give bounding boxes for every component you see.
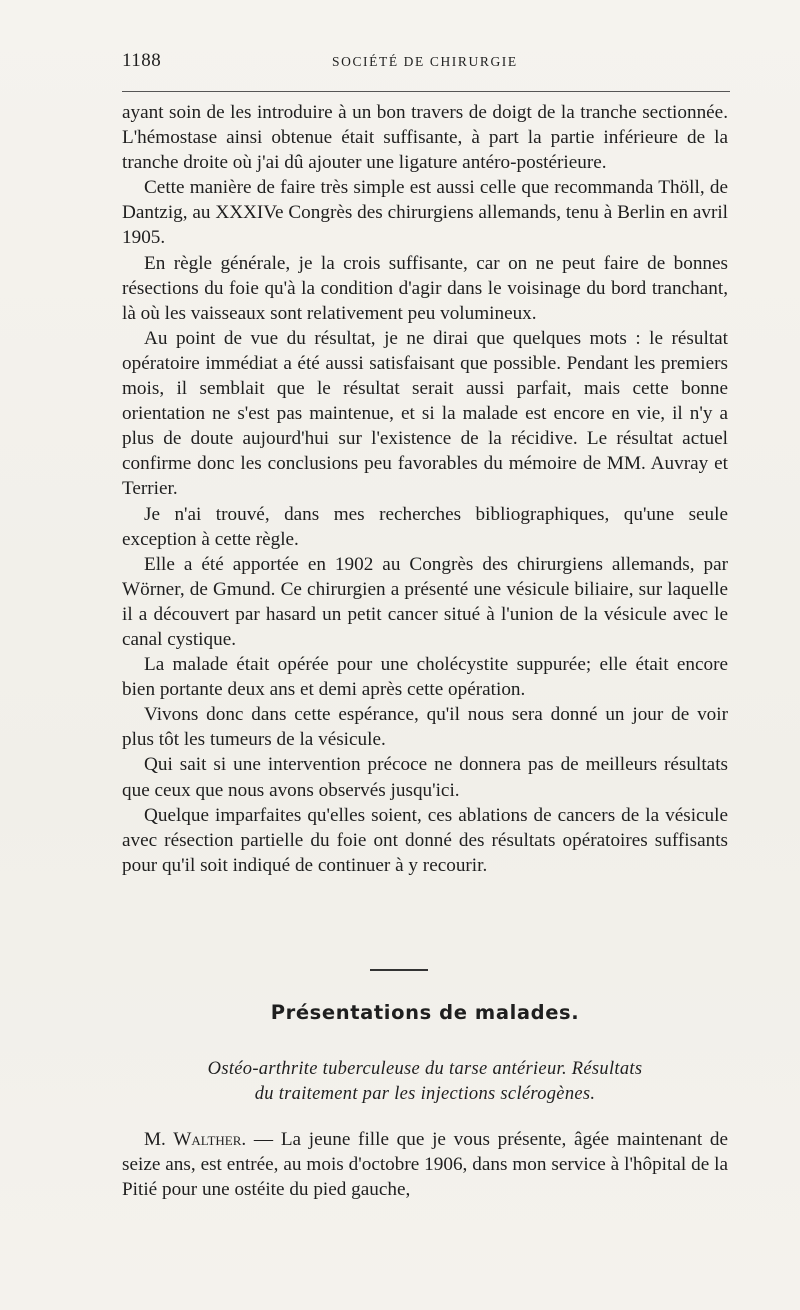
body-text: [122, 100, 728, 878]
section-title: Présentations de malades.: [270, 1001, 580, 1024]
paragraph: Je n'ai trouvé, dans mes recherches bibliographiques, qu'une seule exception à cette règle.: [122, 503, 728, 550]
closing-text: — La jeune fille que je vous présente, âgée maintenant de seize ans, est entrée, au mois d'octobre 1906, dans mon service à l'hôpital de la Pitié pour une ostéite du pied gauche,: [122, 1129, 728, 1201]
paragraph: Elle a été apportée en 1902 au Congrès des chirurgiens allemands, par Wörner, de Gmund. Ce chirurgien a présenté une vésicule biliaire, sur laquelle il a découvert par hasard un petit cancer situé à l'union de la vésicule avec le canal cystique.: [122, 553, 728, 650]
paragraph: ayant soin de les introduire à un bon travers de doigt de la tranche sectionnée. L'hémostase ainsi obtenue était suffisante, à part la partie inférieure de la tranche droite où j'ai dû ajouter une ligature antéro-postérieure.: [122, 102, 728, 174]
paragraph: Quelque imparfaites qu'elles soient, ces ablations de cancers de la vésicule avec résection partielle du foie ont donné des résultats opératoires suffisants pour qu'il soit indiqué de continuer à y recourir.: [122, 804, 728, 876]
case-title-line: Ostéo-arthrite tuberculeuse du tarse antérieur. Résultats: [207, 1059, 643, 1079]
speaker-name: M. Walther.: [144, 1129, 247, 1150]
paragraph: Cette manière de faire très simple est aussi celle que recommanda Thöll, de Dantzig, au XXXIVe Congrès des chirurgiens allemands, tenu à Berlin en avril 1905.: [122, 177, 728, 249]
paragraph: Au point de vue du résultat, je ne dirai que quelques mots : le résultat opératoire immédiat a été aussi satisfaisant que possible. Pendant les premiers mois, il semblait que le résultat serait aussi parfait, mais cette bonne orientation ne s'est pas maintenue, et si la malade est encore en vie, il n'y a plus de doute aujourd'hui sur l'existence de la récidive. Le résultat actuel confirme donc les conclusions peu favorables du mémoire de MM. Auvray et Terrier.: [122, 327, 728, 500]
paragraph: [122, 1127, 728, 1202]
running-head: SOCIÉTÉ DE CHIRURGIE: [332, 54, 518, 69]
case-title-line: du traitement par les injections sclérogènes.: [254, 1084, 596, 1104]
section-separator: [370, 969, 428, 971]
paragraph: La malade était opérée pour une cholécystite suppurée; elle était encore bien portante deux ans et demi après cette opération.: [122, 654, 728, 701]
case-title: [122, 1057, 728, 1107]
page-header: [122, 44, 730, 80]
closing-paragraph: [122, 1127, 728, 1202]
paragraph: Qui sait si une intervention précoce ne donnera pas de meilleurs résultats que ceux que nous avons observés jusqu'ici.: [122, 754, 728, 801]
paragraph: En règle générale, je la crois suffisante, car on ne peut faire de bonnes résections du foie qu'à la condition d'agir dans le voisinage du bord tranchant, là où les vaisseaux sont relativement peu volumineux.: [122, 252, 728, 324]
header-rule: [122, 91, 730, 92]
page-number: 1188: [122, 50, 162, 71]
paragraph: Vivons donc dans cette espérance, qu'il nous sera donné un jour de voir plus tôt les tumeurs de la vésicule.: [122, 704, 728, 751]
